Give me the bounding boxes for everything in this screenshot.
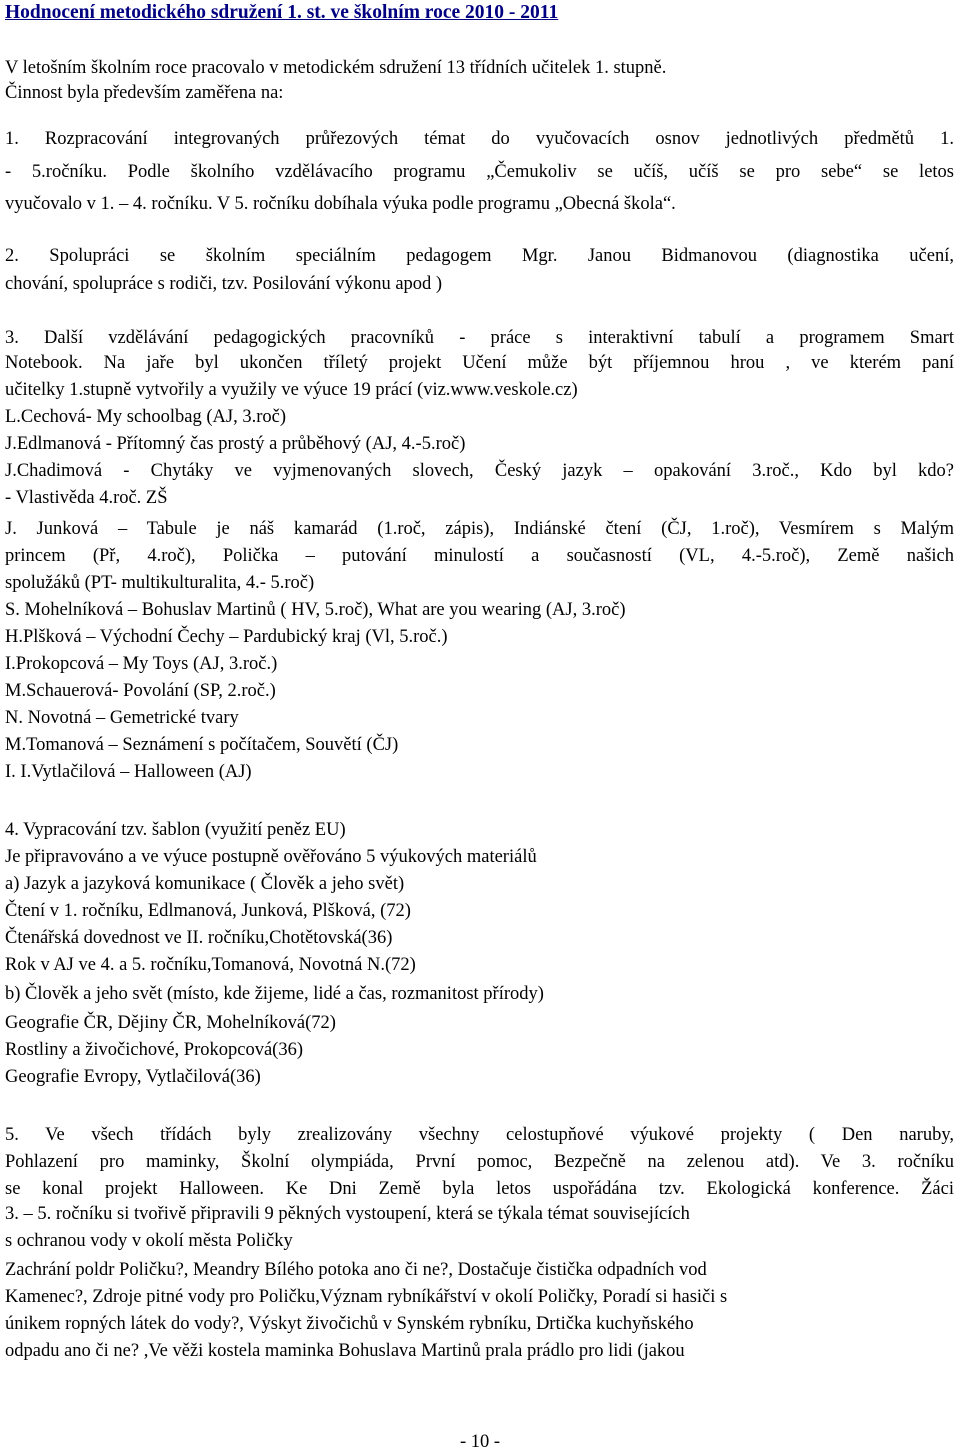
text-line: J.Edlmanová - Přítomný čas prostý a průběhový (AJ, 4.-5.roč)	[5, 434, 466, 454]
text-line: J.Chadimová - Chytáky ve vyjmenovaných slovech, Český jazyk – opakování 3.roč., Kdo byl kdo?	[5, 461, 954, 481]
page-number: - 10 -	[459, 1432, 501, 1452]
text-line: 2. Spolupráci se školním speciálním pedagogem Mgr. Janou Bidmanovou (diagnostika učení,	[5, 246, 954, 266]
text-line: - 5.ročníku. Podle školního vzdělávacího programu „Čemukoliv se učíš, učíš se pro sebe“ se letos	[5, 162, 954, 182]
text-line: M.Schauerová- Povolání (SP, 2.roč.)	[5, 681, 276, 701]
text-line: b) Člověk a jeho svět (místo, kde žijeme, lidé a čas, rozmanitost přírody)	[5, 984, 544, 1004]
text-line: J. Junková – Tabule je náš kamarád (1.roč, zápis), Indiánské čtení (ČJ, 1.roč), Vesmírem s Malým	[5, 519, 954, 539]
text-line: Geografie Evropy, Vytlačilová(36)	[5, 1067, 261, 1087]
text-line: V letošním školním roce pracovalo v metodickém sdružení 13 třídních učitelek 1. stupně.	[5, 58, 667, 78]
text-line: 3. – 5. ročníku si tvořivě připravili 9 pěkných vystoupení, která se týkala témat souvisejících	[5, 1204, 690, 1224]
text-line: H.Plšková – Východní Čechy – Pardubický kraj (Vl, 5.roč.)	[5, 627, 448, 647]
text-line: chování, spolupráce s rodiči, tzv. Posilování výkonu apod )	[5, 274, 443, 294]
text-line: učitelky 1.stupně vytvořily a využily ve výuce 19 prácí (viz.www.veskole.cz)	[5, 380, 578, 400]
text-line: I. I.Vytlačilová – Halloween (AJ)	[5, 762, 252, 782]
text-line: - Vlastivěda 4.roč. ZŠ	[5, 488, 168, 508]
text-line: N. Novotná – Gemetrické tvary	[5, 708, 239, 728]
text-line: spolužáků (PT- multikulturalita, 4.- 5.roč)	[5, 573, 315, 593]
text-line: S. Mohelníková – Bohuslav Martinů ( HV, 5.roč), What are you wearing (AJ, 3.roč)	[5, 600, 626, 620]
text-line: odpadu ano či ne? ,Ve věži kostela maminka Bohuslava Martinů prala prádlo pro lidi (jakou	[5, 1341, 685, 1361]
text-line: Geografie ČR, Dějiny ČR, Mohelníková(72)	[5, 1013, 336, 1033]
text-line: 1. Rozpracování integrovaných průřezových témat do vyučovacích osnov jednotlivých předmětů 1.	[5, 129, 954, 149]
text-line: Rostliny a živočichové, Prokopcová(36)	[5, 1040, 303, 1060]
text-line: Je připravováno a ve výuce postupně ověřováno 5 výukových materiálů	[5, 847, 537, 867]
text-line: Čtení v 1. ročníku, Edlmanová, Junková, Plšková, (72)	[5, 901, 411, 921]
text-line: 4. Vypracování tzv. šablon (využití peněz EU)	[5, 820, 346, 840]
text-line: a) Jazyk a jazyková komunikace ( Člověk a jeho svět)	[5, 874, 405, 894]
text-line: vyučovalo v 1. – 4. ročníku. V 5. ročníku dobíhala výuka podle programu „Obecná škola“.	[5, 194, 676, 214]
text-line: Činnost byla především zaměřena na:	[5, 83, 284, 103]
text-line: 3. Další vzdělávání pedagogických pracovníků - práce s interaktivní tabulí a programem Smart	[5, 328, 954, 348]
text-line: únikem ropných látek do vody?, Výskyt živočichů v Synském rybníku, Drtička kuchyňského	[5, 1314, 694, 1334]
text-line: princem (Př, 4.roč), Polička – putování minulostí a současností (VL, 4.-5.roč), Země našich	[5, 546, 954, 566]
text-line: M.Tomanová – Seznámení s počítačem, Souvětí (ČJ)	[5, 735, 399, 755]
text-line: 5. Ve všech třídách byly zrealizovány všechny celostupňové výukové projekty ( Den naruby,	[5, 1125, 954, 1145]
text-line: Notebook. Na jaře byl ukončen tříletý projekt Učení může být příjemnou hrou , ve kterém paní	[5, 353, 954, 373]
text-line: I.Prokopcová – My Toys (AJ, 3.roč.)	[5, 654, 278, 674]
text-line: s ochranou vody v okolí města Poličky	[5, 1231, 293, 1251]
text-line: L.Cechová- My schoolbag (AJ, 3.roč)	[5, 407, 287, 427]
text-line: Rok v AJ ve 4. a 5. ročníku,Tomanová, Novotná N.(72)	[5, 955, 416, 975]
text-line: Kamenec?, Zdroje pitné vody pro Poličku,Význam rybníkářství v okolí Poličky, Poradí si hasiči s	[5, 1287, 728, 1307]
document-title: Hodnocení metodického sdružení 1. st. ve školním roce 2010 - 2011	[5, 2, 559, 23]
text-line: Pohlazení pro maminky, Školní olympiáda, První pomoc, Bezpečně na zelenou atd). Ve 3. ročníku	[5, 1152, 954, 1172]
text-line: Zachrání poldr Poličku?, Meandry Bílého potoka ano či ne?, Dostačuje čistička odpadních vod	[5, 1260, 707, 1280]
text-line: Čtenářská dovednost ve II. ročníku,Chotětovská(36)	[5, 928, 393, 948]
text-line: se konal projekt Halloween. Ke Dni Země byla letos uspořádána tzv. Ekologická konference. Žáci	[5, 1179, 954, 1199]
